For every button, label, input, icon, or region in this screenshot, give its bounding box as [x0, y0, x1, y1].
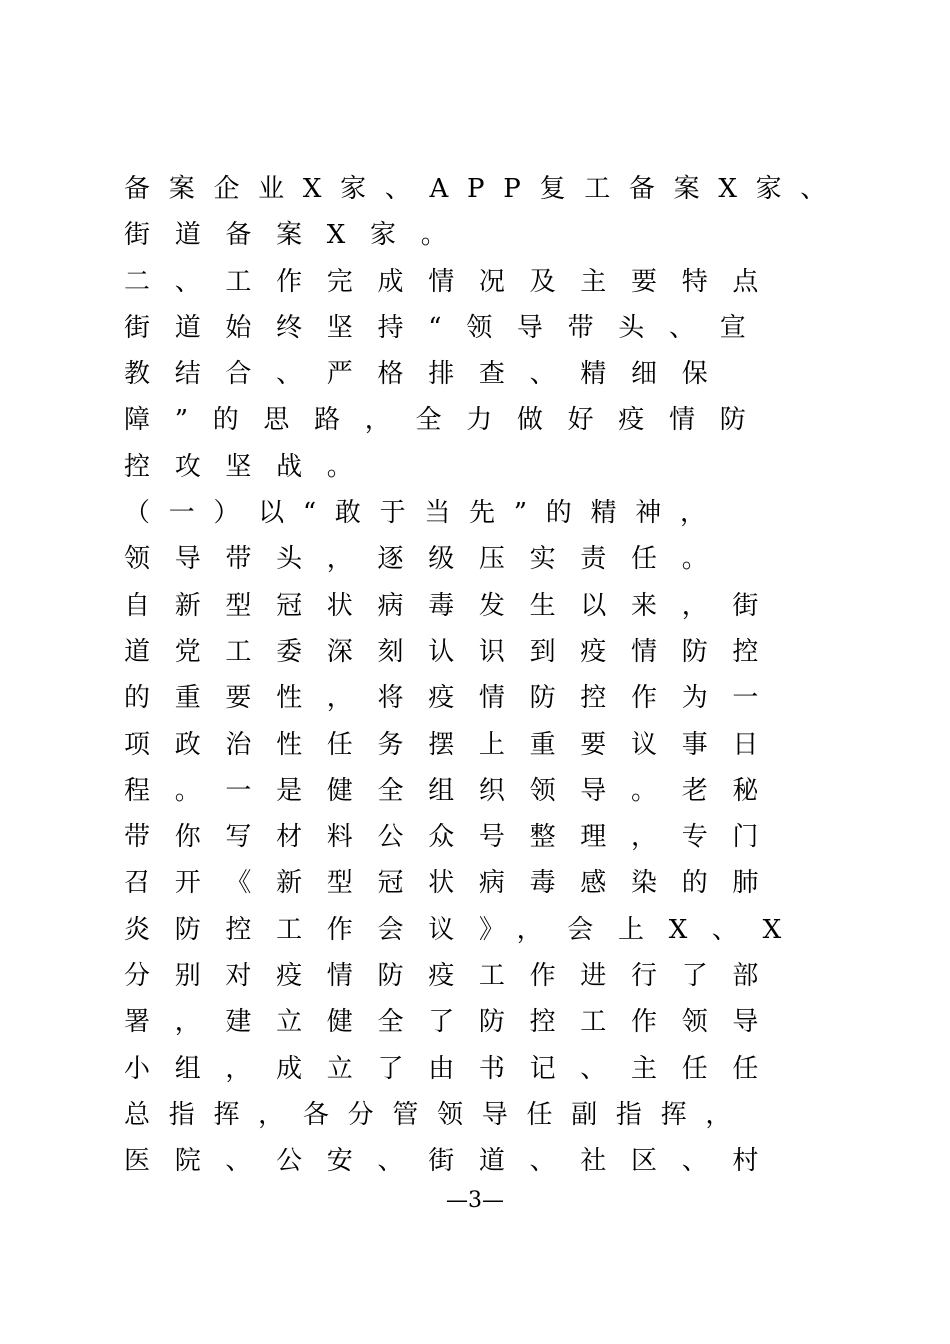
section-heading: 二、工作完成情况及主要特点 — [124, 266, 784, 297]
text-line: 医院、公安、街道、社区、村 — [124, 1146, 784, 1177]
text-line: 炎防控工作会议》，会上X、X — [124, 914, 806, 945]
text-line: 带你写材料公众号整理，专门 — [124, 822, 784, 853]
text-line: 召开《新型冠状病毒感染的肺 — [124, 868, 784, 899]
text-line: 分别对疫情防疫工作进行了部 — [124, 961, 784, 992]
text-line: 的重要性，将疫情防控作为一 — [124, 683, 784, 714]
text-line: 署，建立健全了防控工作领导 — [124, 1007, 784, 1038]
subsection-heading: （一）以“敢于当先”的精神， — [124, 498, 725, 529]
text-line: 备案企业X家、APP复工备案X家、 — [124, 174, 846, 204]
text-line: 程。一是健全组织领导。老秘 — [124, 775, 784, 806]
page-number: —3— — [446, 1188, 504, 1213]
text-line: 街道备案X家。 — [124, 220, 472, 251]
text-line: 小组，成立了由书记、主任任 — [124, 1053, 784, 1084]
text-line: 障”的思路，全力做好疫情防 — [124, 405, 771, 436]
text-line: 总指挥，各分管领导任副指挥， — [124, 1099, 751, 1130]
text-line: 控攻坚战。 — [124, 451, 378, 482]
text-line: 教结合、严格排查、精细保 — [124, 359, 733, 390]
text-line: 领导带头，逐级压实责任。 — [124, 544, 733, 575]
text-line: 项政治性任务摆上重要议事日 — [124, 729, 784, 760]
text-line: 自新型冠状病毒发生以来，街 — [124, 590, 784, 621]
body-text — [124, 166, 844, 1185]
text-line: 道党工委深刻认识到疫情防控 — [124, 636, 784, 667]
text-line: 街道始终坚持“领导带头、宣 — [124, 312, 771, 343]
